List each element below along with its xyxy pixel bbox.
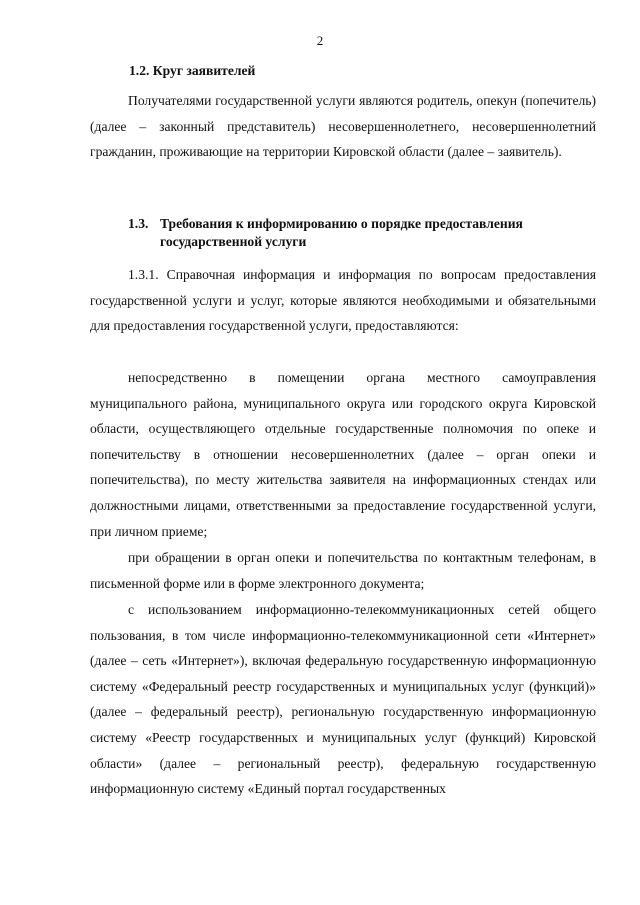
- in-person-paragraph: непосредственно в помещении органа местного самоуправления муниципального района, муниципального округа или городского округа Кировской области, осуществляющего отдельные государственные полномочия по опеке и попечительству в отношении несовершеннолетних (далее – орган опеки и попечительства), по месту жительства заявителя на информационных стендах или должностными лицами, ответственными за предоставление государственной услуги, при личном приеме;: [90, 370, 596, 539]
- page-number: 2: [316, 33, 324, 48]
- internet-paragraph: с использованием информационно-телекоммуникационных сетей общего пользования, в том числе информационно-телекоммуникационной сети «Интернет» (далее – сеть «Интернет»), включая федеральную государственную информационную систему «Федеральный реестр государственных и муниципальных услуг (функций)» (далее – федеральный реестр), региональную государственную информационную систему «Реестр государственных и муниципальных услуг (функций) Кировской области» (далее – региональный реестр), федеральную государственную информационную систему «Единый портал государственных: [90, 602, 596, 797]
- section-1-2-paragraph: Получателями государственной услуги являются родитель, опекун (попечитель) (далее – законный представитель) несовершеннолетнего, несовершеннолетний гражданин, проживающие на территории Кировской области (далее – заявитель).: [90, 93, 596, 160]
- section-1-2-heading: 1.2. Круг заявителей: [129, 63, 256, 78]
- section-1-3-heading-line2: государственной услуги: [160, 234, 307, 249]
- section-1-3-heading: [128, 215, 596, 251]
- contact-paragraph: при обращении в орган опеки и попечительства по контактным телефонам, в письменной форме или в форме электронного документа;: [90, 550, 596, 591]
- section-1-3-1-paragraph: 1.3.1. Справочная информация и информация по вопросам предоставления государственной услуги и услуг, которые являются необходимыми и обязательными для предоставления государственной услуги, предоставляются:: [90, 267, 596, 334]
- section-1-3-number: 1.3.: [128, 216, 149, 231]
- section-1-3-heading-line1: Требования к информированию о порядке предоставления: [160, 216, 523, 231]
